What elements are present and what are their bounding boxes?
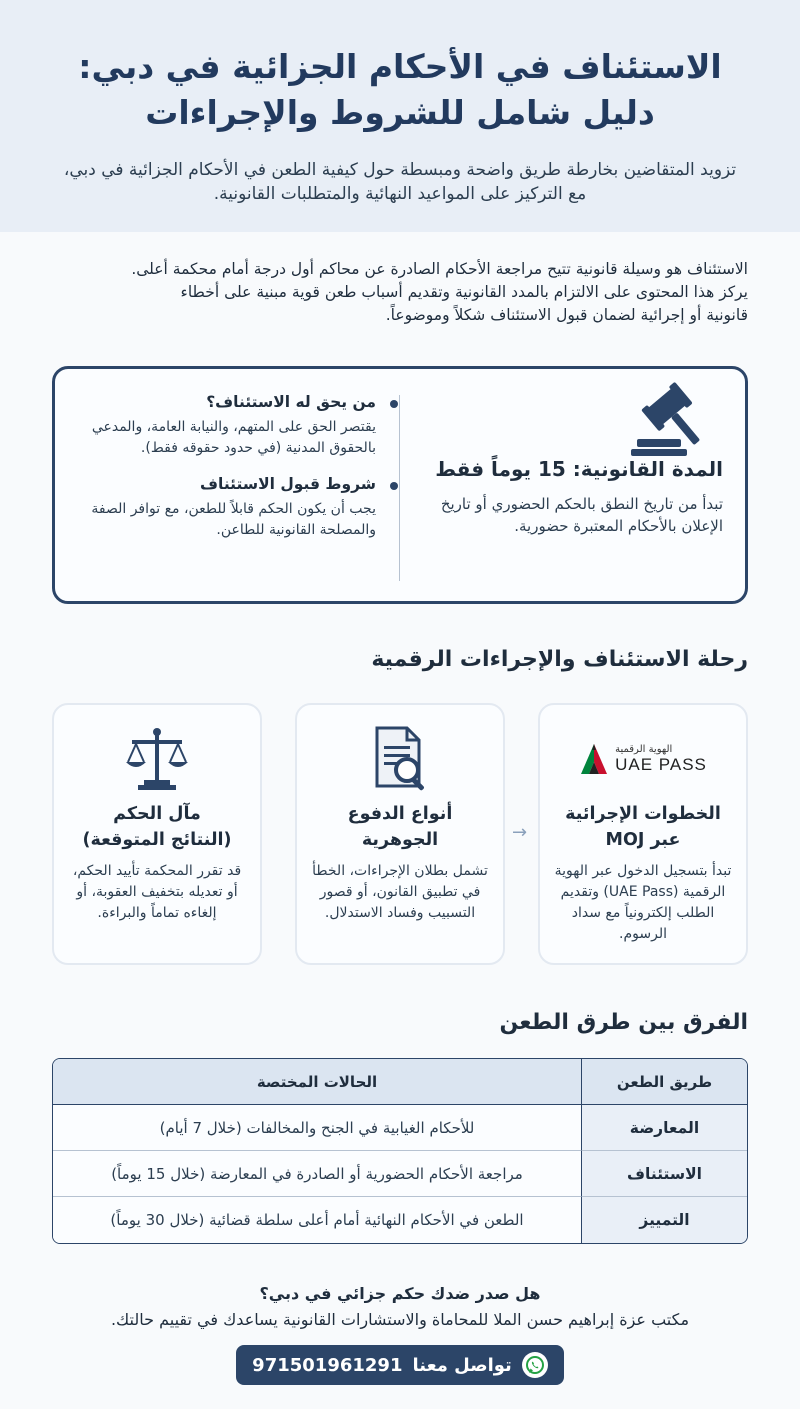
subtitle-line-1: تزويد المتقاضين بخارطة طريق واضحة ومبسطة حول كيفية الطعن في الأحكام الجزائية في دبي،: [63, 160, 737, 180]
bullet-who-can-appeal: [75, 391, 400, 459]
intro-line-1: الاستئناف هو وسيلة قانونية تتيح مراجعة الأحكام الصادرة عن محاكم أول درجة أمام محكمة أعلى.: [131, 260, 748, 278]
card-text: قد تقرر المحكمة تأييد الحكم، أو تعديله بتخفيف العقوبة، أو إلغاءه تماماً والبراءة.: [72, 863, 242, 921]
title-line-2: دليل شامل للشروط والإجراءات: [145, 93, 655, 132]
arrow-icon: →: [512, 822, 528, 843]
card-title-line-2: (النتائج المتوقعة): [82, 830, 232, 850]
table-cell: الطعن في الأحكام النهائية أمام أعلى سلطة قضائية (خلال 30 يوماً): [53, 1197, 581, 1243]
table-row: [53, 1151, 747, 1197]
intro-line-3: قانونية أو إجرائية لضمان قبول الاستئناف شكلاً وموضوعاً.: [385, 306, 748, 324]
table-cell: التمييز: [581, 1197, 747, 1243]
contact-button[interactable]: [236, 1345, 564, 1385]
bullet-title: شروط قبول الاستئناف: [200, 475, 376, 493]
whatsapp-glyph: [525, 1355, 545, 1375]
uae-pass-arabic-text: الهوية الرقمية: [615, 743, 673, 755]
card-moj-steps: [538, 703, 748, 965]
cta-text: مكتب عزة إبراهيم حسن الملا للمحاماة والاستشارات القانونية يساعدك في تقييم حالتك.: [110, 1310, 690, 1329]
bullet-text: يقتصر الحق على المتهم، والنيابة العامة، والمدعي بالحقوق المدنية (في حدود حقوقه فقط).: [91, 419, 376, 456]
bullet-title: من يحق له الاستئناف؟: [206, 393, 376, 411]
card-title-line-2: الجوهرية: [361, 830, 439, 850]
gavel-icon: [629, 379, 719, 459]
duration-title: المدة القانونية: 15 يوماً فقط: [435, 457, 723, 481]
uae-pass-mark-icon: [579, 742, 609, 776]
document-search-icon-area: [297, 723, 503, 795]
section-title-journey: رحلة الاستئناف والإجراءات الرقمية: [371, 647, 748, 672]
title-line-1: الاستئناف في الأحكام الجزائية في دبي:: [78, 47, 722, 86]
card-title-line-1: الخطوات الإجرائية: [565, 804, 721, 824]
table-cell: مراجعة الأحكام الحضورية أو الصادرة في المعارضة (خلال 15 يوماً): [53, 1151, 581, 1197]
document-search-icon: [369, 724, 431, 794]
cta-question: هل صدر ضدك حكم جزائي في دبي؟: [259, 1284, 541, 1303]
card-title: [548, 801, 738, 853]
card-title-line-1: أنواع الدفوع: [347, 804, 453, 824]
table-cell: الاستئناف: [581, 1151, 747, 1197]
card-title-line-2: عبر MOJ: [605, 830, 681, 850]
column-header: طريق الطعن: [581, 1059, 747, 1105]
info-box: [52, 366, 748, 604]
table-row: [53, 1197, 747, 1243]
table-row: [53, 1105, 747, 1151]
card-verdict-outcome: [52, 703, 262, 965]
scales-icon: [124, 726, 190, 792]
card-text: تبدأ بتسجيل الدخول عبر الهوية الرقمية (UAE Pass) وتقديم الطلب إلكترونياً مع سداد الرسوم.: [554, 863, 732, 942]
card-title: [62, 801, 252, 853]
intro-line-2: يركز هذا المحتوى على الالتزام بالمدد القانونية وتقديم أسباب طعن قوية مبنية على أخطاء: [180, 283, 748, 301]
bullet-acceptance-conditions: [75, 473, 400, 541]
phone-number: 971501961291: [252, 1354, 403, 1376]
card-text: تشمل بطلان الإجراءات، الخطأ في تطبيق القانون، أو قصور التسبيب وفساد الاستدلال.: [312, 863, 488, 921]
card-title-line-1: مآل الحكم: [113, 804, 201, 824]
section-title-comparison: الفرق بين طرق الطعن: [499, 1010, 748, 1035]
scales-icon-area: [54, 723, 260, 795]
duration-panel: [415, 369, 745, 601]
whatsapp-icon: [522, 1352, 548, 1378]
duration-text: تبدأ من تاريخ النطق بالحكم الحضوري أو تاريخ الإعلان بالأحكام المعتبرة حضورية.: [440, 495, 723, 535]
table-cell: للأحكام الغيابية في الجنح والمخالفات (خلال 7 أيام): [53, 1105, 581, 1151]
intro-paragraph: [58, 258, 748, 327]
page-title: [52, 44, 748, 136]
uae-pass-english-text: UAE PASS: [615, 754, 707, 774]
comparison-table: [52, 1058, 748, 1244]
subtitle-line-2: مع التركيز على المواعيد النهائية والمتطلبات القانونية.: [213, 184, 587, 204]
card-defense-types: [295, 703, 505, 965]
card-title: [305, 801, 495, 853]
uae-pass-logo: [540, 723, 746, 795]
table-header-row: [53, 1059, 747, 1105]
subtitle: [52, 158, 748, 206]
table-cell: المعارضة: [581, 1105, 747, 1151]
bullet-text: يجب أن يكون الحكم قابلاً للطعن، مع توافر الصفة والمصلحة القانونية للطاعن.: [91, 501, 376, 538]
bullets-panel: [75, 391, 400, 555]
contact-button-label: تواصل معنا: [412, 1354, 512, 1376]
column-header: الحالات المختصة: [53, 1059, 581, 1105]
